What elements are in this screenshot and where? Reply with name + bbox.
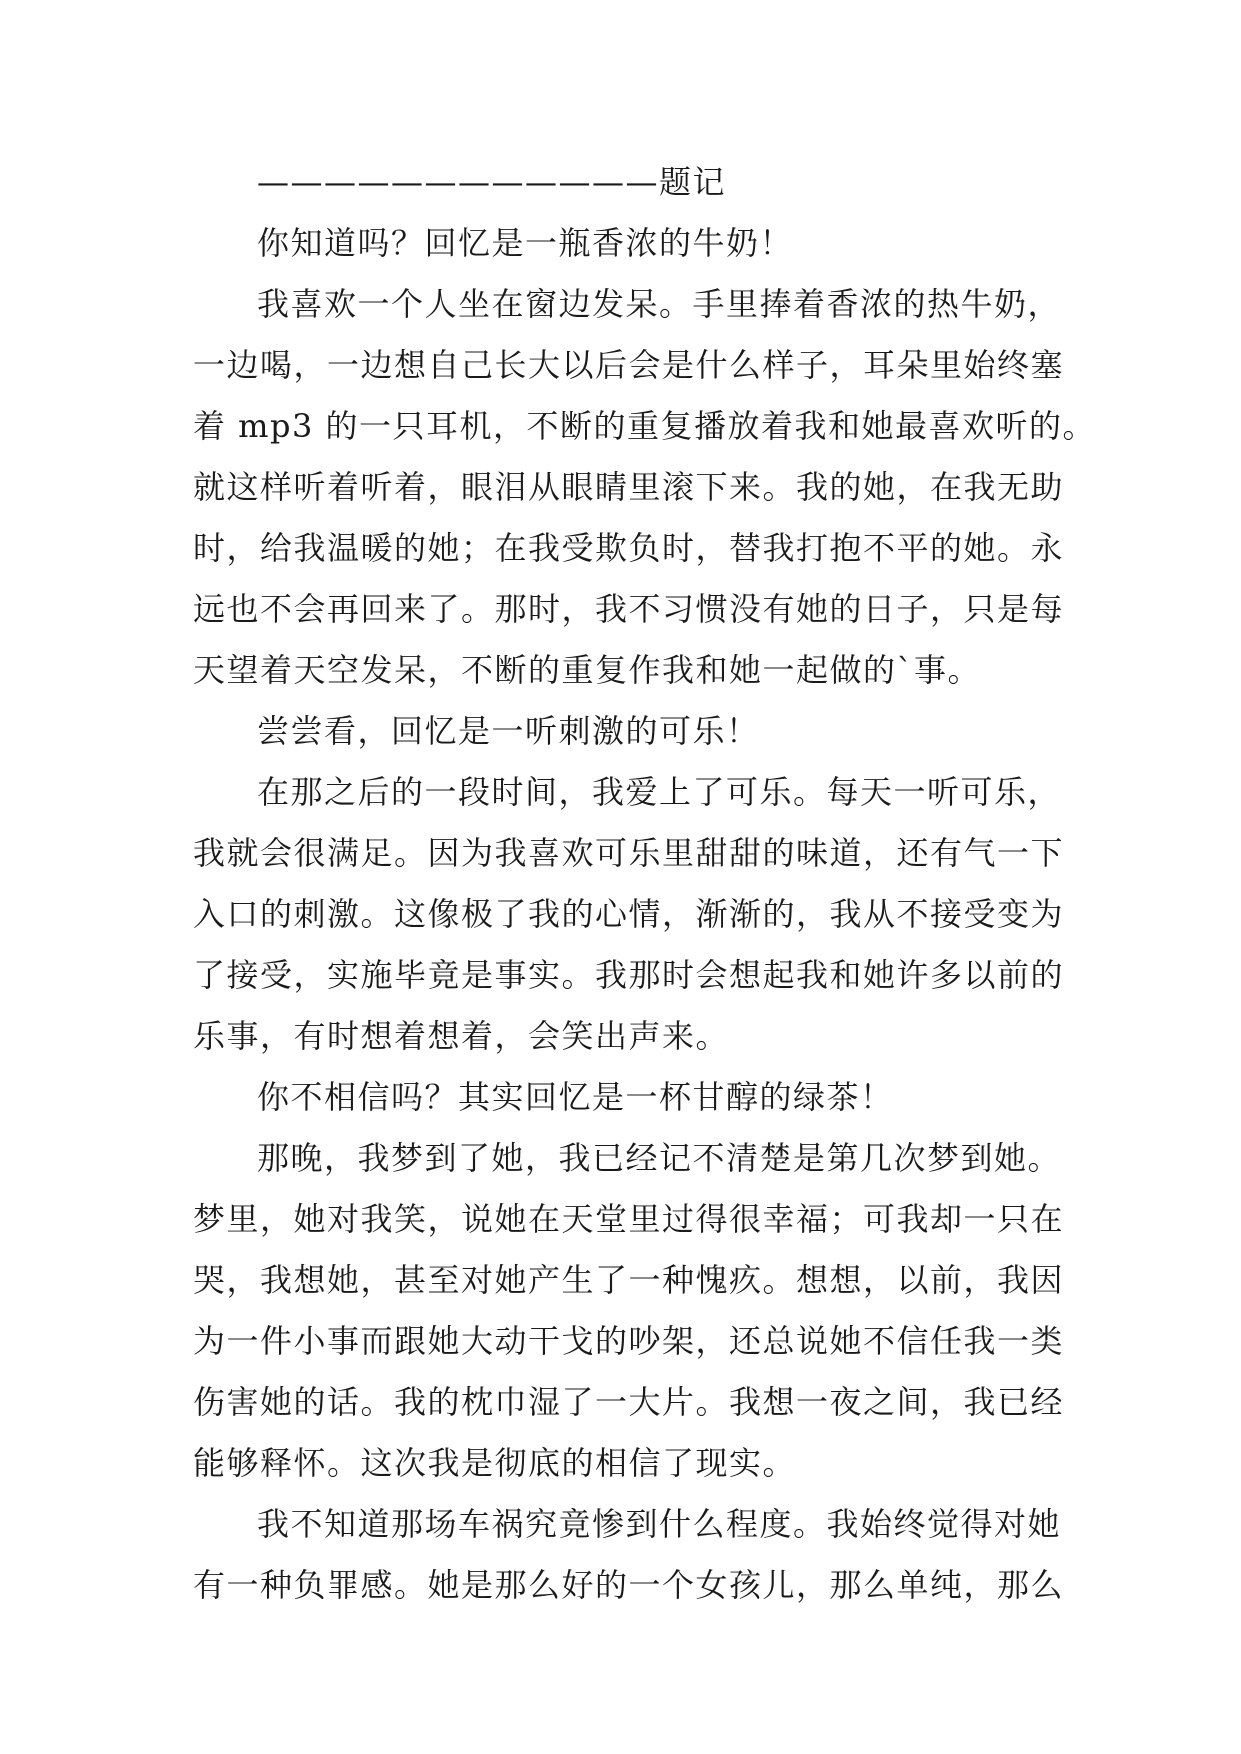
paragraph-line: 了接受，实施毕竟是事实。我那时会想起我和她许多以前的 <box>193 956 1065 994</box>
paragraph-line: 你知道吗？回忆是一瓶香浓的牛奶！ <box>257 224 794 262</box>
paragraph-1 <box>193 213 1073 274</box>
paragraph-line: 尝尝看，回忆是一听刺激的可乐！ <box>257 712 760 750</box>
paragraph-line: 在那之后的一段时间，我爱上了可乐。每天一听可乐， <box>257 773 1062 811</box>
paragraph-line: 时，给我温暖的她；在我受欺负时，替我打抱不平的她。永 <box>193 529 1065 567</box>
paragraph-2 <box>193 274 1097 701</box>
paragraph-7 <box>193 1494 1073 1616</box>
paragraph-5 <box>193 1067 1073 1128</box>
paragraph-line: 哭，我想她，甚至对她产生了一种愧疚。想想，以前，我因 <box>193 1261 1065 1299</box>
paragraph-line: 我就会很满足。因为我喜欢可乐里甜甜的味道，还有气一下 <box>193 834 1065 872</box>
paragraph-line: 远也不会再回来了。那时，我不习惯没有她的日子，只是每 <box>193 590 1065 628</box>
paragraph-line: 能够释怀。这次我是彻底的相信了现实。 <box>193 1444 797 1482</box>
paragraph-3 <box>193 701 1073 762</box>
paragraph-line: 着 mp3 的一只耳机，不断的重复播放着我和她最喜欢听的。 <box>193 407 1097 445</box>
paragraph-line: 一边喝，一边想自己长大以后会是什么样子，耳朵里始终塞 <box>193 346 1065 384</box>
paragraph-line: 你不相信吗？其实回忆是一杯甘醇的绿茶！ <box>257 1078 894 1116</box>
paragraph-line: 为一件小事而跟她大动干戈的吵架，还总说她不信任我一类 <box>193 1322 1065 1360</box>
epigraph: ————————————题记 <box>257 163 727 201</box>
paragraph-4 <box>193 762 1073 1067</box>
paragraph-6 <box>193 1128 1073 1494</box>
paragraph-line: 乐事，有时想着想着，会笑出声来。 <box>193 1017 730 1055</box>
paragraph-line: 伤害她的话。我的枕巾湿了一大片。我想一夜之间，我已经 <box>193 1383 1065 1421</box>
paragraph-line: 天望着天空发呆，不断的重复作我和她一起做的`事。 <box>193 651 982 689</box>
document-body <box>193 152 1097 1616</box>
paragraph-line: 我不知道那场车祸究竟惨到什么程度。我始终觉得对她 <box>257 1505 1062 1543</box>
paragraph-line: 梦里，她对我笑，说她在天堂里过得很幸福；可我却一只在 <box>193 1200 1065 1238</box>
paragraph-line: 就这样听着听着，眼泪从眼睛里滚下来。我的她，在我无助 <box>193 468 1065 506</box>
paragraph-line: 入口的刺激。这像极了我的心情，渐渐的，我从不接受变为 <box>193 895 1065 933</box>
paragraph-line: 那晚，我梦到了她，我已经记不清楚是第几次梦到她。 <box>257 1139 1062 1177</box>
paragraph-line: 我喜欢一个人坐在窗边发呆。手里捧着香浓的热牛奶， <box>257 285 1062 323</box>
paragraph-line: 有一种负罪感。她是那么好的一个女孩儿，那么单纯，那么 <box>193 1566 1065 1604</box>
